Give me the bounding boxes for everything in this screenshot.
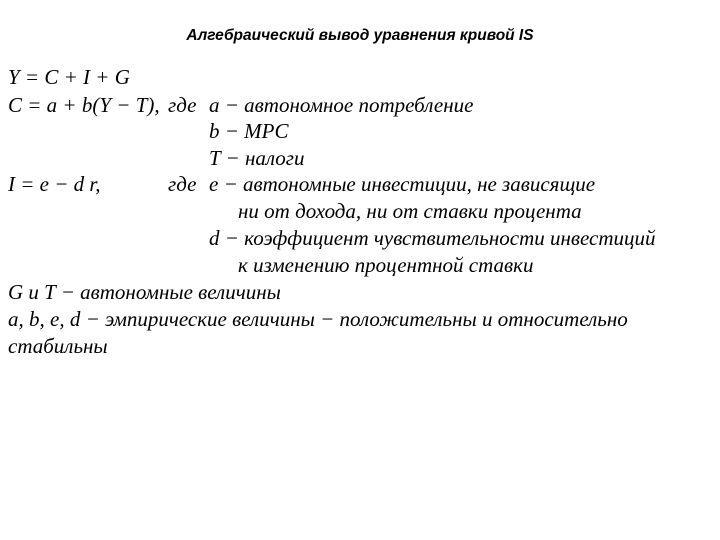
note-empirical: a, b, e, d − эмпирические величины − положительны и относительно xyxy=(8,307,628,331)
note-empirical-continued: стабильны xyxy=(8,334,108,358)
equation-i: I = e − d r, xyxy=(8,172,101,196)
slide-title: Алгебраический вывод уравнения кривой IS xyxy=(186,27,534,44)
where-label-i: где xyxy=(168,172,197,196)
definition-b: b − MPC xyxy=(209,119,289,143)
equation-y: Y = C + I + G xyxy=(8,65,130,89)
definition-e: e − автономные инвестиции, не зависящие xyxy=(209,172,596,196)
definition-t: T − налоги xyxy=(209,146,305,170)
definition-a: a − автономное потребление xyxy=(209,93,474,117)
definition-d-continued: к изменению процентной ставки xyxy=(238,253,534,277)
where-label-c: где xyxy=(168,93,197,117)
equation-c: C = a + b(Y − T), xyxy=(8,93,160,117)
definition-d: d − коэффициент чувствительности инвестиций xyxy=(209,226,656,250)
definition-e-continued: ни от дохода, ни от ставки процента xyxy=(238,199,582,223)
note-autonomous: G и T − автономные величины xyxy=(8,280,281,304)
